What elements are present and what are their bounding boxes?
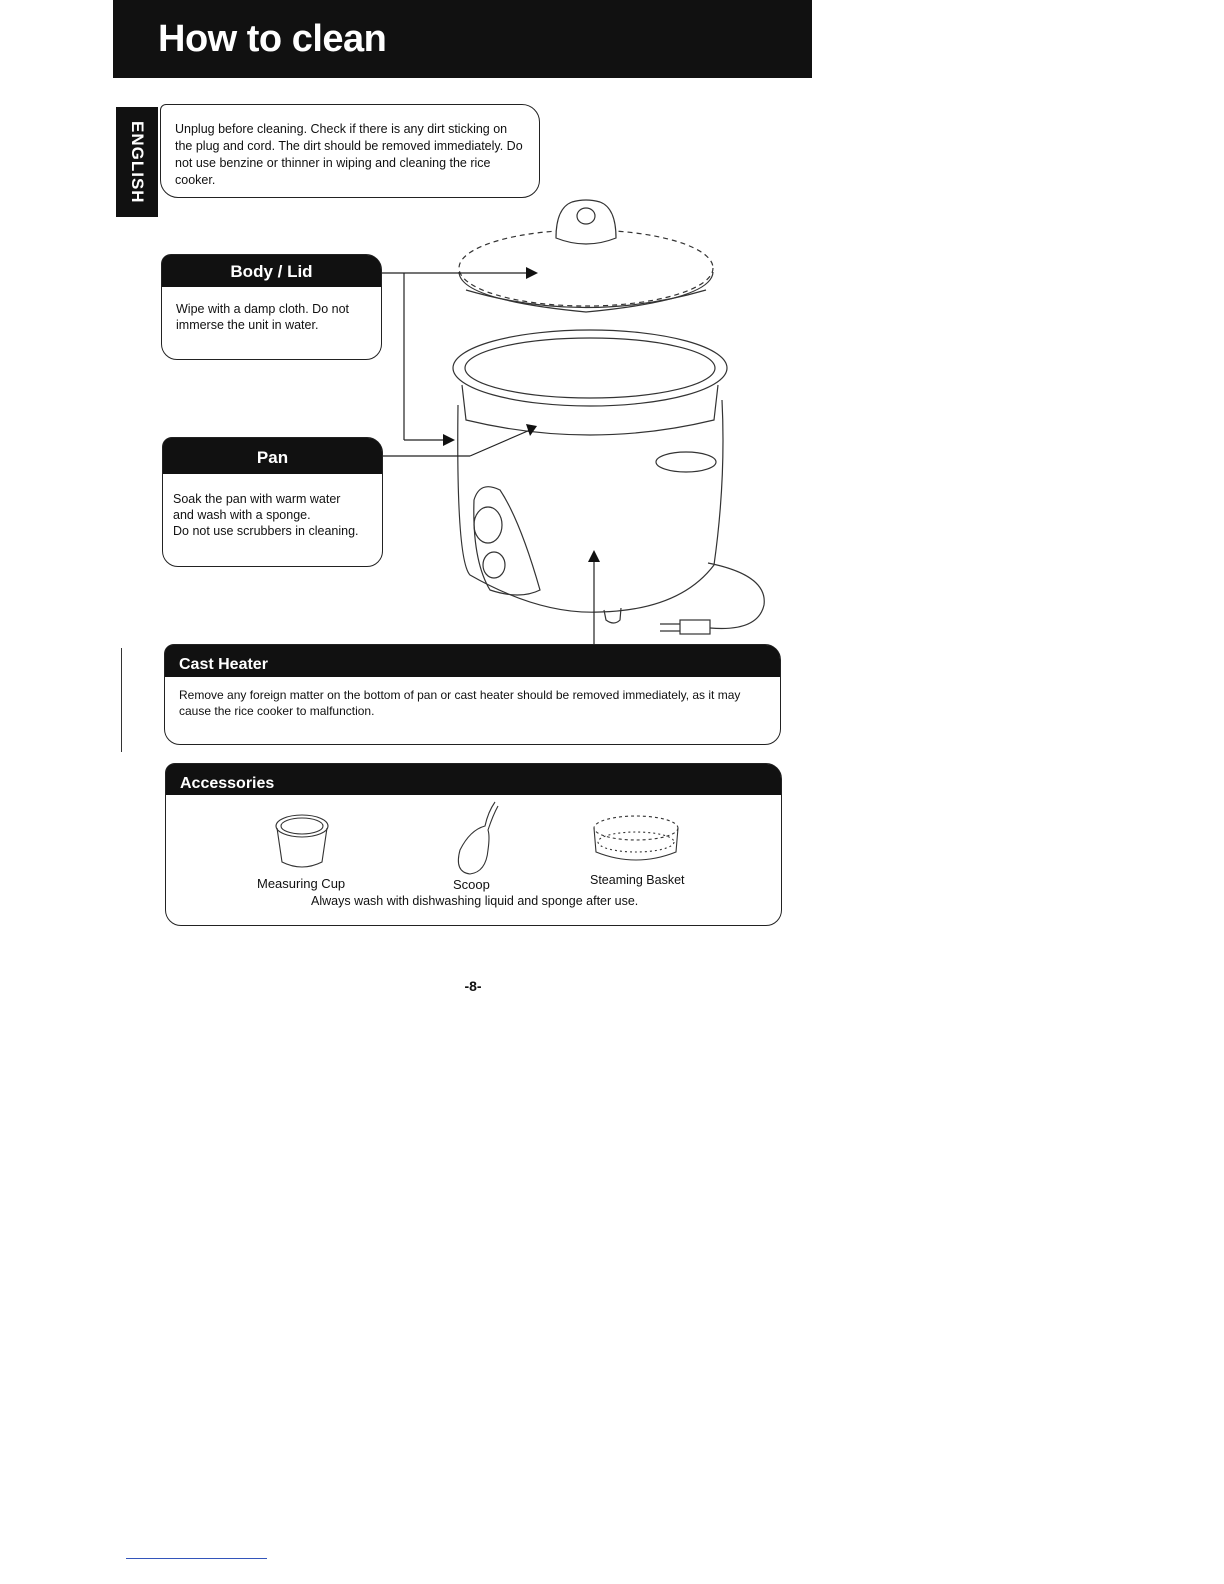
lid-illustration (459, 200, 713, 312)
measuring-cup-label: Measuring Cup (257, 876, 346, 891)
accessories-title: Accessories (166, 764, 781, 795)
language-tab-label: ENGLISH (128, 120, 147, 204)
pan-text-line1: Soak the pan with warm water (173, 492, 341, 506)
accessories-note: Always wash with dishwashing liquid and sponge after use. (311, 894, 639, 908)
cast-heater-panel (164, 644, 781, 745)
cast-heater-text: Remove any foreign matter on the bottom of pan or cast heater should be removed immediately, as it may cause the rice cooker to malfunction. (179, 688, 741, 718)
pan-text-line2: and wash with a sponge. (173, 508, 311, 522)
page-title: How to clean (158, 18, 387, 60)
page-number: -8- (464, 978, 482, 994)
pan-panel (162, 437, 383, 567)
pan-title: Pan (163, 438, 382, 474)
body-lid-title: Body / Lid (162, 255, 381, 287)
warning-text: Unplug before cleaning. Check if there is any dirt sticking on the plug and cord. The dirt should be removed immediately. Do not use benzine or thinner in wiping and cleaning the rice cooker. (175, 122, 523, 187)
cast-heater-title: Cast Heater (165, 645, 780, 677)
margin-line (121, 648, 122, 752)
body-lid-panel (161, 254, 382, 360)
footnote-line (126, 1558, 267, 1559)
scoop-label: Scoop (453, 877, 490, 892)
pan-text-line3: Do not use scrubbers in cleaning. (173, 524, 359, 538)
pan-illustration (453, 330, 727, 435)
steaming-basket-label: Steaming Basket (590, 873, 685, 887)
body-lid-text: Wipe with a damp cloth. Do not immerse the unit in water. (176, 302, 349, 332)
